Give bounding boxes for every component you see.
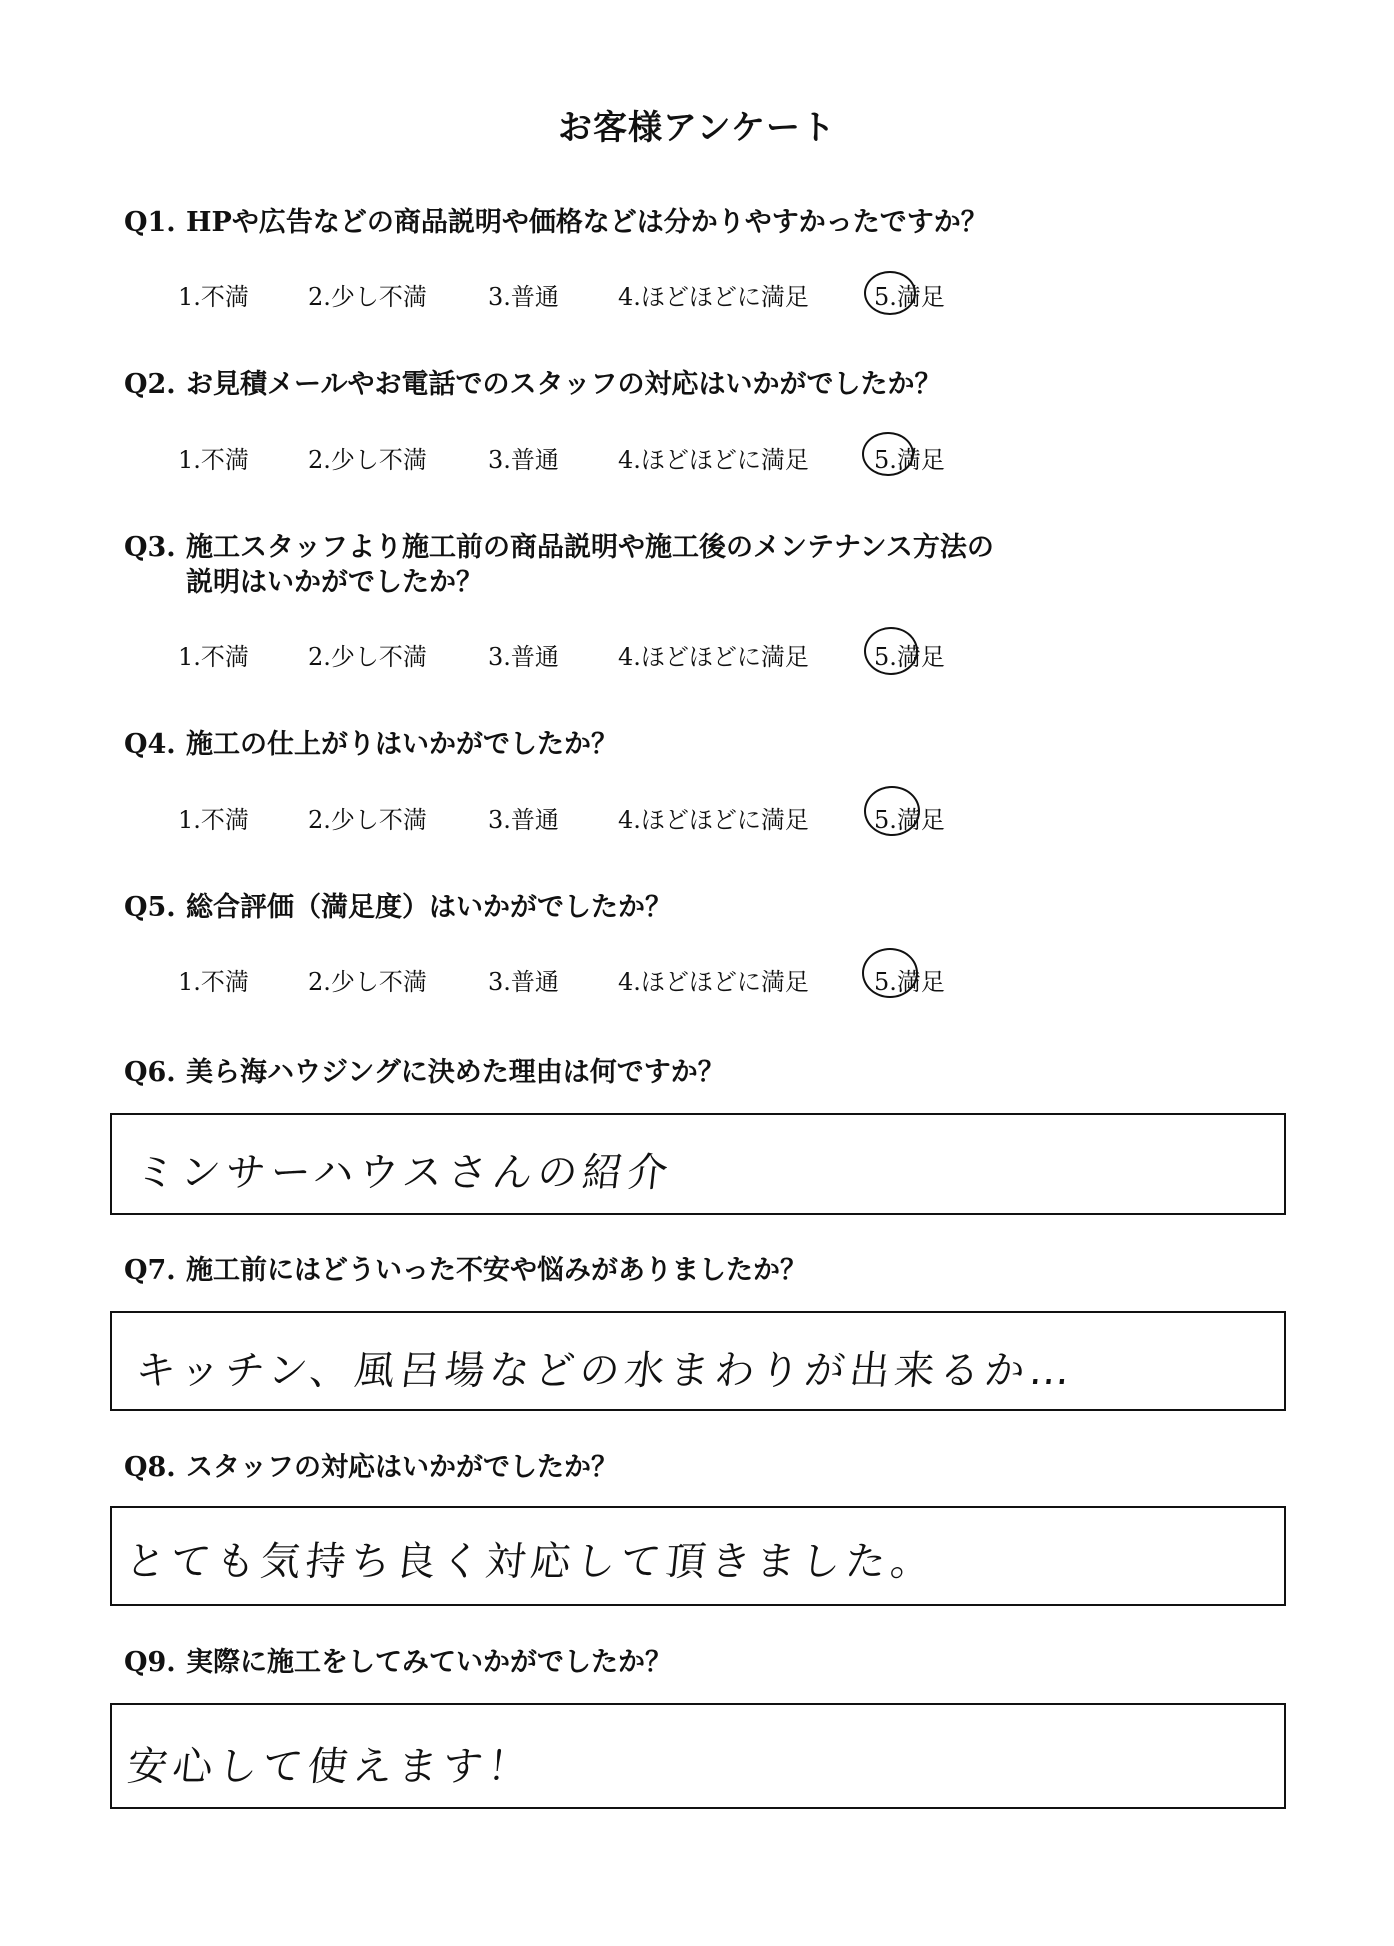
handwritten-answer: ミンサーハウスさんの紹介 xyxy=(133,1150,675,1196)
question-4 xyxy=(124,727,1146,762)
option-5-selected[interactable]: 5.満足 xyxy=(874,968,945,996)
option-1[interactable]: 1.不満 xyxy=(178,806,249,834)
option-4[interactable]: 4.ほどほどに満足 xyxy=(618,806,809,834)
option-2[interactable]: 2.少し不満 xyxy=(308,283,427,311)
answer-box-7[interactable] xyxy=(110,1311,1286,1411)
option-2[interactable]: 2.少し不満 xyxy=(308,968,427,996)
question-8 xyxy=(124,1450,1146,1485)
option-1[interactable]: 1.不満 xyxy=(178,968,249,996)
question-number: Q7. xyxy=(124,1255,176,1286)
question-number: Q3. xyxy=(124,532,176,563)
question-9 xyxy=(124,1645,1146,1680)
option-4[interactable]: 4.ほどほどに満足 xyxy=(618,643,809,671)
question-6 xyxy=(124,1055,1146,1090)
question-text: 施工の仕上がりはいかがでしたか？ xyxy=(186,729,618,760)
question-text xyxy=(186,530,1146,600)
question-text-line-2: 説明はいかがでしたか？ xyxy=(186,567,483,599)
option-4[interactable]: 4.ほどほどに満足 xyxy=(618,446,809,474)
question-text: HPや広告などの商品説明や価格などは分かりやすかったですか？ xyxy=(186,207,988,238)
option-3[interactable]: 3.普通 xyxy=(488,446,559,474)
option-3[interactable]: 3.普通 xyxy=(488,283,559,311)
question-7 xyxy=(124,1253,1146,1288)
option-2[interactable]: 2.少し不満 xyxy=(308,446,427,474)
question-text: 総合評価（満足度）はいかがでしたか？ xyxy=(186,892,672,923)
question-text: 美ら海ハウジングに決めた理由は何ですか？ xyxy=(186,1057,725,1088)
handwritten-answer: 安心して使えます！ xyxy=(125,1744,536,1790)
question-number: Q6. xyxy=(124,1057,176,1088)
question-text: お見積メールやお電話でのスタッフの対応はいかがでしたか？ xyxy=(186,369,942,400)
option-4[interactable]: 4.ほどほどに満足 xyxy=(618,283,809,311)
option-2[interactable]: 2.少し不満 xyxy=(308,643,427,671)
option-1[interactable]: 1.不満 xyxy=(178,283,249,311)
option-3[interactable]: 3.普通 xyxy=(488,968,559,996)
question-1 xyxy=(124,205,1146,240)
option-1[interactable]: 1.不満 xyxy=(178,446,249,474)
question-number: Q9. xyxy=(124,1647,176,1678)
answer-box-8[interactable] xyxy=(110,1506,1286,1606)
survey-title: お客様アンケート xyxy=(558,108,836,148)
option-2[interactable]: 2.少し不満 xyxy=(308,806,427,834)
question-text: 実際に施工をしてみていかがでしたか？ xyxy=(186,1647,672,1678)
answer-box-9[interactable] xyxy=(110,1703,1286,1809)
option-3[interactable]: 3.普通 xyxy=(488,806,559,834)
question-number: Q2. xyxy=(124,369,176,400)
handwritten-answer: とても気持ち良く対応して頂きました。 xyxy=(123,1539,939,1585)
answer-box-6[interactable] xyxy=(110,1113,1286,1215)
handwritten-answer: キッチン、風呂場などの水まわりが出来るか… xyxy=(133,1348,1078,1394)
question-text: スタッフの対応はいかがでしたか？ xyxy=(186,1452,618,1483)
option-5-selected[interactable]: 5.満足 xyxy=(874,806,945,834)
option-5-selected[interactable]: 5.満足 xyxy=(874,283,945,311)
question-5 xyxy=(124,890,1146,925)
question-number: Q5. xyxy=(124,892,176,923)
question-number: Q1. xyxy=(124,207,176,238)
question-text: 施工前にはどういった不安や悩みがありましたか？ xyxy=(186,1255,807,1286)
option-1[interactable]: 1.不満 xyxy=(178,643,249,671)
option-3[interactable]: 3.普通 xyxy=(488,643,559,671)
question-text-line-1: 施工スタッフより施工前の商品説明や施工後のメンテナンス方法の xyxy=(186,532,994,563)
option-5-selected[interactable]: 5.満足 xyxy=(874,446,945,474)
question-3 xyxy=(124,530,1146,600)
question-number: Q8. xyxy=(124,1452,176,1483)
question-2 xyxy=(124,367,1146,402)
question-number: Q4. xyxy=(124,729,176,760)
option-4[interactable]: 4.ほどほどに満足 xyxy=(618,968,809,996)
option-5-selected[interactable]: 5.満足 xyxy=(874,643,945,671)
